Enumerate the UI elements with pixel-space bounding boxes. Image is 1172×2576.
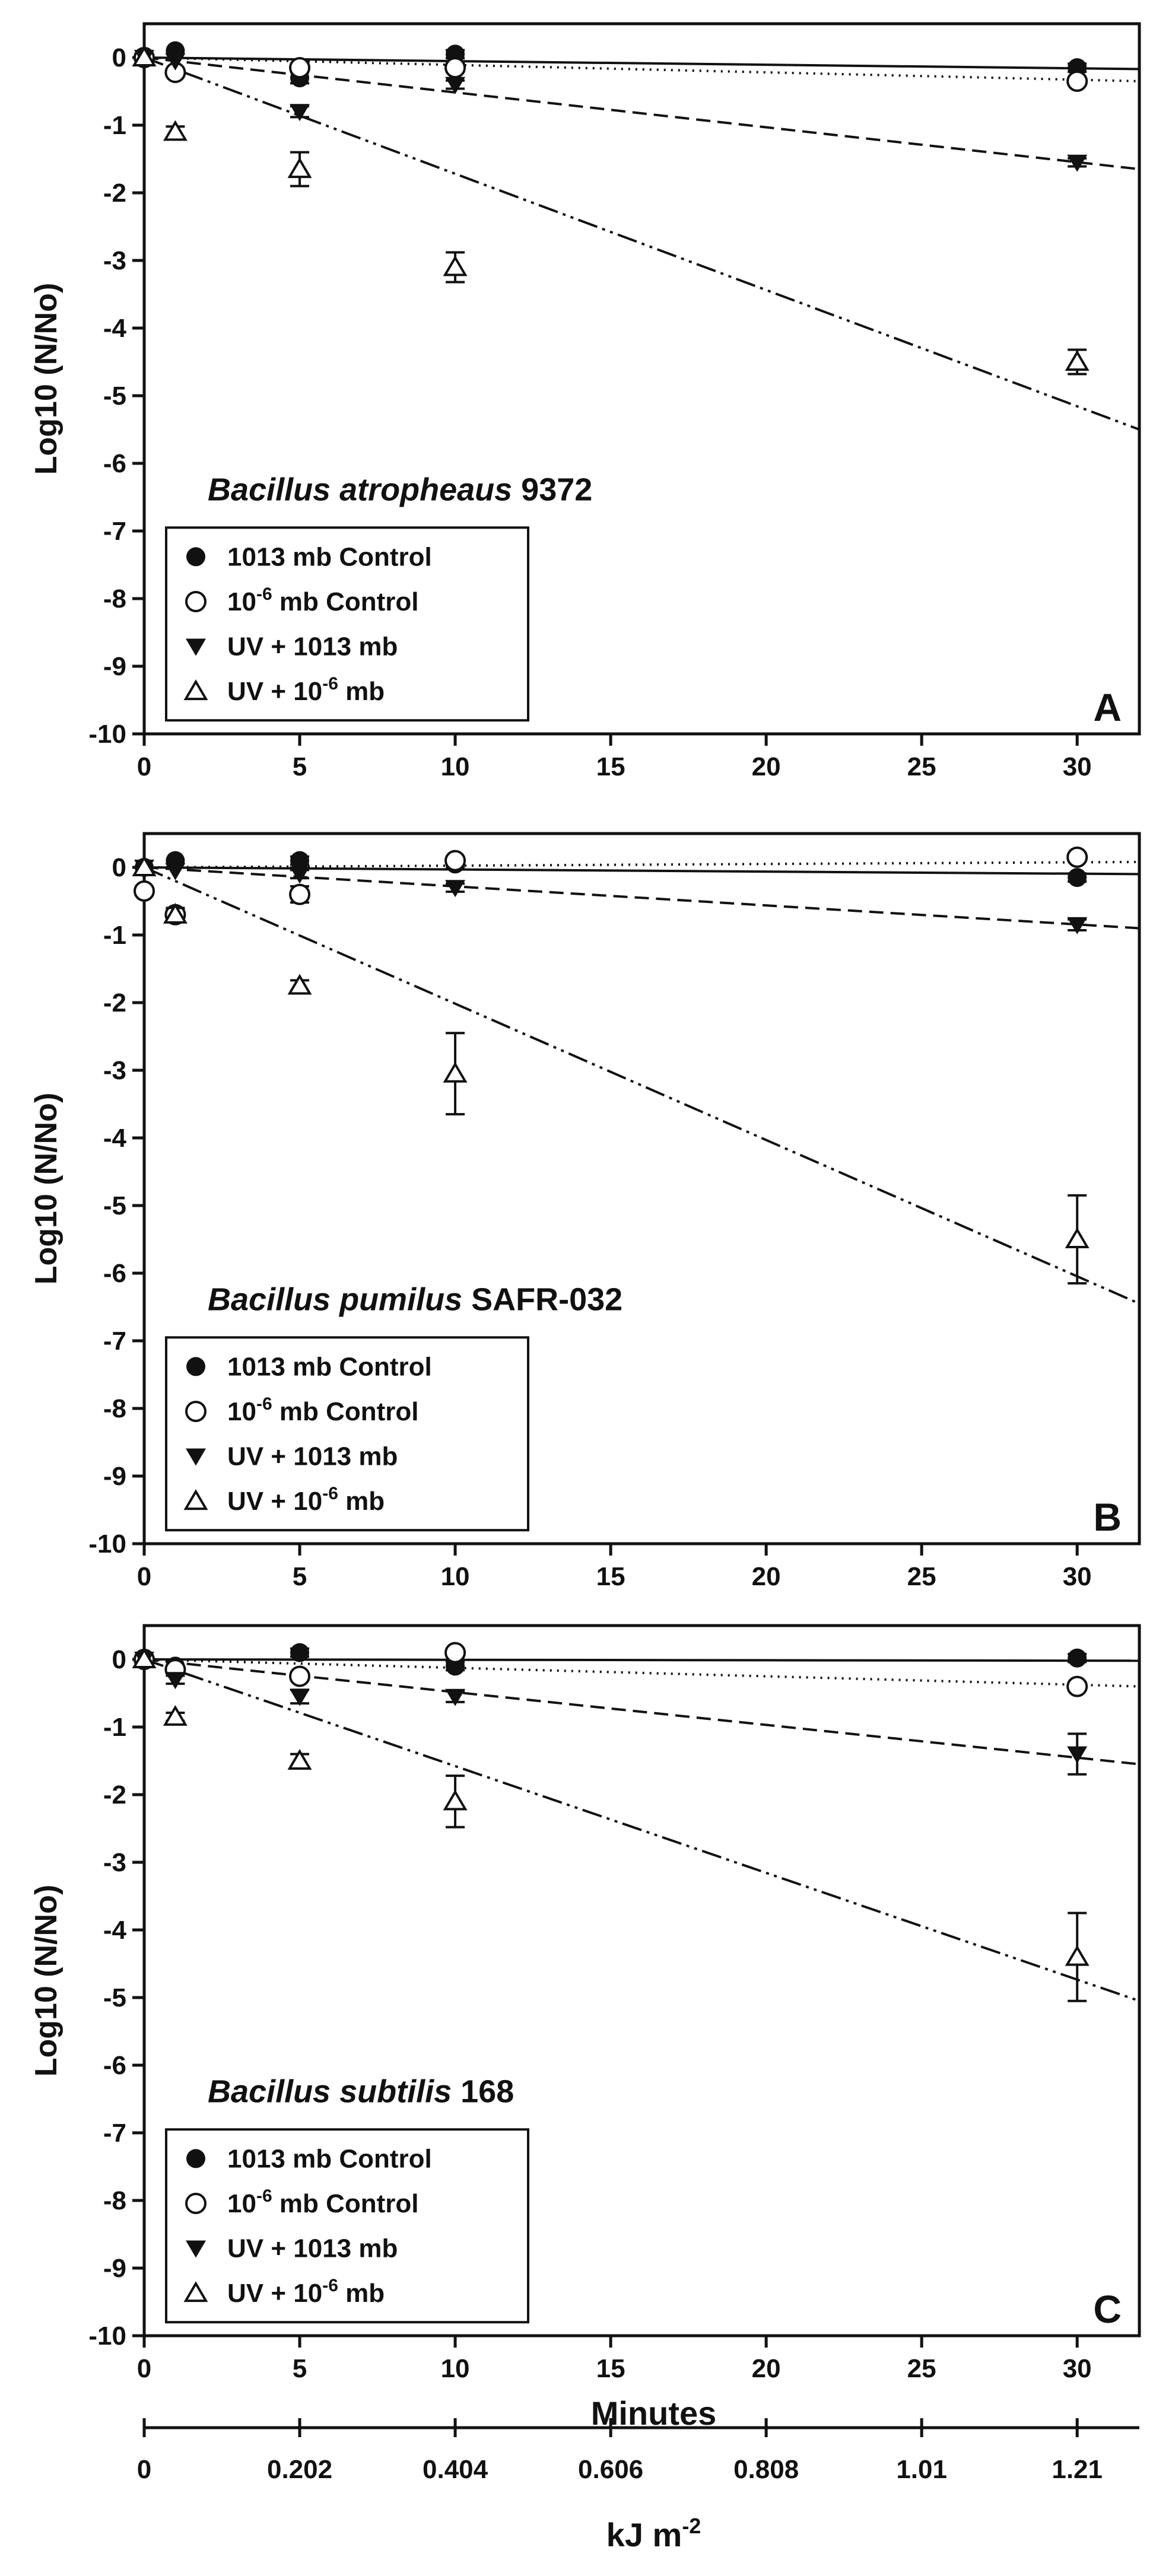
legend-label: [227, 674, 385, 706]
x-tick-label: 20: [751, 1562, 781, 1591]
legend-marker: [186, 2149, 205, 2168]
data-point: [165, 1707, 185, 1725]
legend: [166, 527, 528, 720]
data-point: [1067, 1948, 1087, 1965]
panel-title: [208, 2074, 514, 2110]
x-tick-label: 25: [907, 2354, 936, 2383]
y-tick-label: 0: [112, 1645, 126, 1674]
y-tick-label: -4: [103, 314, 126, 343]
energy-axis: [137, 2418, 1139, 2553]
y-tick-label: -10: [88, 720, 126, 749]
strain-id: 9372: [512, 472, 593, 508]
y-tick-label: -10: [88, 2321, 126, 2351]
series-open-circle: [135, 48, 1087, 91]
x-tick-label: 0: [136, 1562, 152, 1591]
x-tick-label: 5: [292, 1562, 307, 1591]
y-axis-label: Log10 (N/No): [29, 1092, 63, 1285]
legend-label: [227, 2234, 398, 2263]
x-tick-label: 5: [292, 752, 307, 781]
legend-label: [227, 1442, 398, 1471]
y-tick-label: -9: [103, 652, 126, 681]
y-tick-label: -7: [103, 1327, 126, 1356]
data-point: [1068, 72, 1087, 91]
series-open-circle: [135, 848, 1087, 924]
legend-marker: [186, 547, 205, 566]
legend-text: UV + 1013 mb: [227, 1442, 398, 1471]
data-point: [445, 1792, 465, 1809]
species-name: Bacillus subtilis: [208, 2073, 452, 2110]
x-tick-label: 15: [596, 2354, 625, 2383]
series-open-circle: [135, 1643, 1087, 1696]
legend-text: UV + 1013 mb: [227, 2234, 398, 2263]
y-tick-label: -3: [103, 246, 126, 275]
data-point: [290, 160, 310, 177]
data-point: [446, 58, 465, 77]
data-point: [290, 1667, 309, 1686]
x-tick-label: 15: [596, 752, 625, 781]
y-tick-label: -8: [103, 2186, 126, 2215]
panel-title: [208, 1282, 622, 1318]
legend-label: [227, 1352, 432, 1381]
superscript: -6: [322, 674, 338, 694]
x-tick-label: 10: [440, 752, 470, 781]
data-point: [290, 866, 310, 883]
legend-label: [227, 584, 419, 616]
data-point: [1067, 1230, 1087, 1247]
legend-text: mb Control: [272, 1397, 419, 1426]
y-tick-label: -2: [103, 179, 126, 208]
legend-text: mb: [338, 2279, 385, 2308]
legend-text: 10: [227, 587, 256, 616]
data-point: [290, 1643, 309, 1662]
data-point: [165, 122, 185, 139]
x-tick-label: 20: [751, 752, 781, 781]
energy-tick-label: 0: [136, 2455, 152, 2484]
superscript: -6: [322, 1484, 338, 1504]
y-tick-label: -8: [103, 1394, 126, 1423]
energy-axis-label: [606, 2514, 701, 2553]
series-open-triangle-up: [134, 1650, 1087, 2001]
strain-id: SAFR-032: [462, 1281, 623, 1318]
data-point: [135, 882, 154, 901]
legend-text: mb Control: [272, 587, 419, 616]
legend-text: mb Control: [272, 2189, 419, 2218]
legend-text: 10: [227, 2189, 256, 2218]
y-tick-label: -7: [103, 2119, 126, 2148]
legend-text: UV + 10: [227, 677, 323, 707]
y-tick-label: -3: [103, 1056, 126, 1085]
y-tick-label: -4: [103, 1916, 126, 1945]
y-tick-label: -9: [103, 2254, 126, 2283]
data-point: [165, 1672, 185, 1689]
x-tick-label: 0: [136, 752, 152, 781]
x-axis-label: Minutes: [590, 2394, 717, 2432]
legend-text: UV + 1013 mb: [227, 632, 398, 662]
data-point: [290, 58, 309, 77]
series-filled-triangle-down: [134, 1652, 1087, 1774]
x-tick-label: 30: [1062, 1562, 1092, 1591]
y-tick-label: -7: [103, 517, 126, 546]
chart-panel-b: [29, 834, 1139, 1591]
legend-label: [227, 1484, 385, 1516]
legend-marker: [186, 592, 205, 611]
y-tick-label: -6: [103, 2051, 126, 2080]
fit-line: [144, 867, 1139, 1303]
legend: [166, 1337, 528, 1530]
energy-tick-label: 1.21: [1052, 2455, 1103, 2484]
data-point: [445, 257, 465, 275]
legend-text: 10: [227, 1397, 256, 1426]
y-tick-label: -4: [103, 1124, 126, 1153]
data-point: [445, 1064, 465, 1082]
y-tick-label: -6: [103, 449, 126, 478]
fit-lines: [144, 1659, 1139, 2001]
legend-marker: [186, 1357, 205, 1376]
legend-text: 1013 mb Control: [227, 1352, 432, 1382]
energy-tick-label: 0.808: [733, 2455, 799, 2484]
panel-letter: A: [1093, 685, 1122, 729]
y-tick-label: -1: [103, 1713, 126, 1742]
legend-marker: [186, 1402, 205, 1421]
y-tick-label: -5: [103, 1191, 126, 1220]
energy-unit: kJ m: [606, 2516, 682, 2553]
legend-text: UV + 10: [227, 2279, 323, 2308]
data-point: [445, 880, 465, 897]
legend-text: mb: [338, 677, 385, 707]
x-tick-label: 30: [1062, 752, 1092, 781]
superscript: -6: [322, 2276, 338, 2296]
legend-label: [227, 2144, 432, 2173]
panel-letter: B: [1093, 1495, 1122, 1539]
superscript: -6: [256, 1394, 272, 1414]
fit-lines: [144, 862, 1139, 1303]
energy-tick-label: 0.404: [423, 2455, 488, 2484]
legend-text: 1013 mb Control: [227, 542, 432, 572]
data-point: [1068, 848, 1087, 867]
legend-label: [227, 1394, 419, 1426]
x-tick-label: 0: [136, 2354, 152, 2383]
panel-letter: C: [1093, 2287, 1122, 2331]
fit-lines: [144, 58, 1139, 430]
energy-unit-exponent: -2: [682, 2514, 701, 2538]
x-tick-label: 10: [440, 2354, 470, 2383]
data-point: [446, 1643, 465, 1662]
data-point: [446, 851, 465, 870]
y-tick-label: -6: [103, 1259, 126, 1288]
x-tick-label: 20: [751, 2354, 781, 2383]
chart-panel-c: [29, 1626, 1139, 2432]
data-point: [1068, 1677, 1087, 1696]
legend-label: [227, 542, 432, 571]
x-tick-label: 15: [596, 1562, 625, 1591]
superscript: -6: [256, 2186, 272, 2206]
y-tick-label: -5: [103, 381, 126, 411]
chart-panel-a: [29, 24, 1139, 781]
energy-tick-label: 0.606: [578, 2455, 644, 2484]
y-tick-label: -2: [103, 1780, 126, 1809]
series-open-triangle-up: [134, 48, 1087, 374]
legend-label: [227, 632, 398, 662]
y-tick-label: -1: [103, 111, 126, 140]
energy-tick-label: 1.01: [896, 2455, 947, 2484]
x-tick-label: 10: [440, 1562, 470, 1591]
legend-text: 1013 mb Control: [227, 2144, 432, 2174]
energy-tick-label: 0.202: [266, 2455, 333, 2484]
legend-text: mb: [338, 1487, 385, 1516]
superscript: -6: [256, 584, 272, 604]
y-axis-label: Log10 (N/No): [29, 1884, 63, 2077]
panel-title: [208, 472, 592, 508]
data-point: [1067, 352, 1087, 370]
x-tick-label: 25: [907, 1562, 936, 1591]
y-tick-label: 0: [112, 853, 126, 882]
y-tick-label: -1: [103, 921, 126, 950]
series-filled-circle: [135, 42, 1087, 88]
data-point: [1068, 868, 1087, 887]
data-point: [290, 885, 309, 904]
data-point: [1068, 1649, 1087, 1668]
strain-id: 168: [452, 2073, 514, 2110]
legend-marker: [186, 2194, 205, 2213]
legend-text: UV + 10: [227, 1487, 323, 1516]
species-name: Bacillus atropheaus: [208, 472, 513, 508]
legend-label: [227, 2276, 385, 2308]
y-tick-label: -2: [103, 988, 126, 1017]
legend-label: [227, 2186, 419, 2218]
y-tick-label: -8: [103, 584, 126, 613]
x-tick-label: 5: [292, 2354, 307, 2383]
species-name: Bacillus pumilus: [208, 1281, 463, 1318]
series-filled-triangle-down: [134, 50, 1087, 172]
data-point: [1067, 1747, 1087, 1764]
x-tick-label: 30: [1062, 2354, 1092, 2383]
legend: [166, 2129, 528, 2322]
y-tick-label: 0: [112, 43, 126, 72]
x-tick-label: 25: [907, 752, 936, 781]
data-point: [445, 1689, 465, 1706]
y-axis-label: Log10 (N/No): [29, 282, 63, 475]
y-tick-label: -9: [103, 1462, 126, 1491]
y-tick-label: -3: [103, 1848, 126, 1877]
y-tick-label: -5: [103, 1983, 126, 2012]
data-point: [290, 977, 310, 994]
y-tick-label: -10: [88, 1529, 126, 1559]
